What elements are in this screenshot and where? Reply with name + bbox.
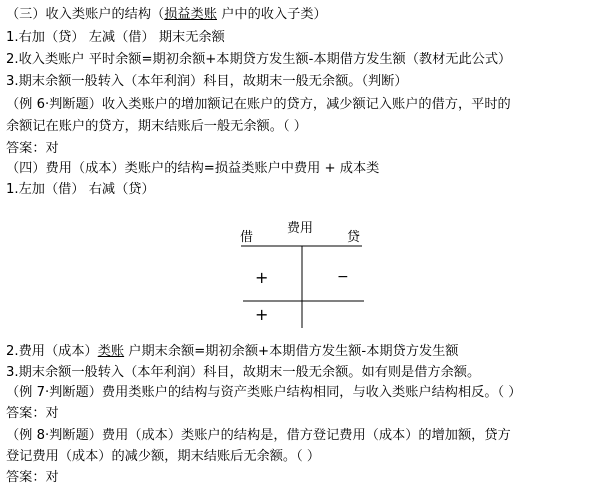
income-point-2: 2.收入类账户 平时余额=期初余额+本期贷方发生额-本期借方发生额（教材无此公式）: [6, 52, 512, 67]
income-point-3: 3.期末余额一般转入（本年利润）科目，故期末一般无余额。（判断）: [6, 74, 408, 89]
t-account-plus-debit: +: [255, 268, 269, 287]
expense-2-pre: 2.费用（成本）: [6, 344, 98, 359]
t-account-debit-label: 借: [240, 230, 254, 245]
income-title-post: 户中的收入子类）: [217, 7, 327, 22]
t-account-title: 费用: [287, 221, 314, 236]
example-8-line-2: 登记费用（成本）的减少额，期末结账后无余额。（ ）: [6, 449, 321, 464]
example-8-line-1: （例 8·判断题）费用（成本）类账户的结构是，借方登记费用（成本）的增加额，贷方: [6, 428, 511, 443]
income-point-1: 1.右加（贷） 左减（借） 期末无余额: [6, 30, 225, 45]
expense-2-underlined: 类账: [97, 344, 125, 359]
example-7: （例 7·判断题）费用类账户的结构与资产类账户结构相同，与收入类账户结构相反。（ ）: [6, 385, 522, 400]
answer-8: 答案：对: [6, 470, 59, 485]
example-6-line-2: 余额记在账户的贷方，期末结账后一般无余额。（ ）: [6, 119, 307, 134]
expense-2-post: 户期末余额=期初余额+本期借方发生额-本期贷方发生额: [124, 344, 459, 359]
expense-section-title: （四）费用（成本）类账户的结构=损益类账户中费用 + 成本类: [6, 161, 380, 176]
expense-point-2: [6, 343, 458, 360]
answer-7: 答案：对: [6, 406, 59, 421]
expense-point-1: 1.左加（借） 右减（贷）: [6, 182, 155, 197]
income-title-underlined: 损益类账: [164, 7, 217, 22]
t-account-plus-balance: +: [255, 305, 269, 324]
t-account-credit-label: 贷: [347, 230, 361, 245]
expense-point-3: 3.期末余额一般转入（本年利润）科目，故期末一般无余额。如有则是借方余额。: [6, 365, 481, 380]
example-6-line-1: （例 6·判断题）收入类账户的增加额记在账户的贷方，减少额记入账户的借方，平时的: [6, 97, 511, 112]
answer-6: 答案：对: [6, 141, 59, 156]
t-account-minus-credit: −: [337, 269, 349, 285]
income-title-pre: （三）收入类账户的结构（: [6, 7, 165, 22]
